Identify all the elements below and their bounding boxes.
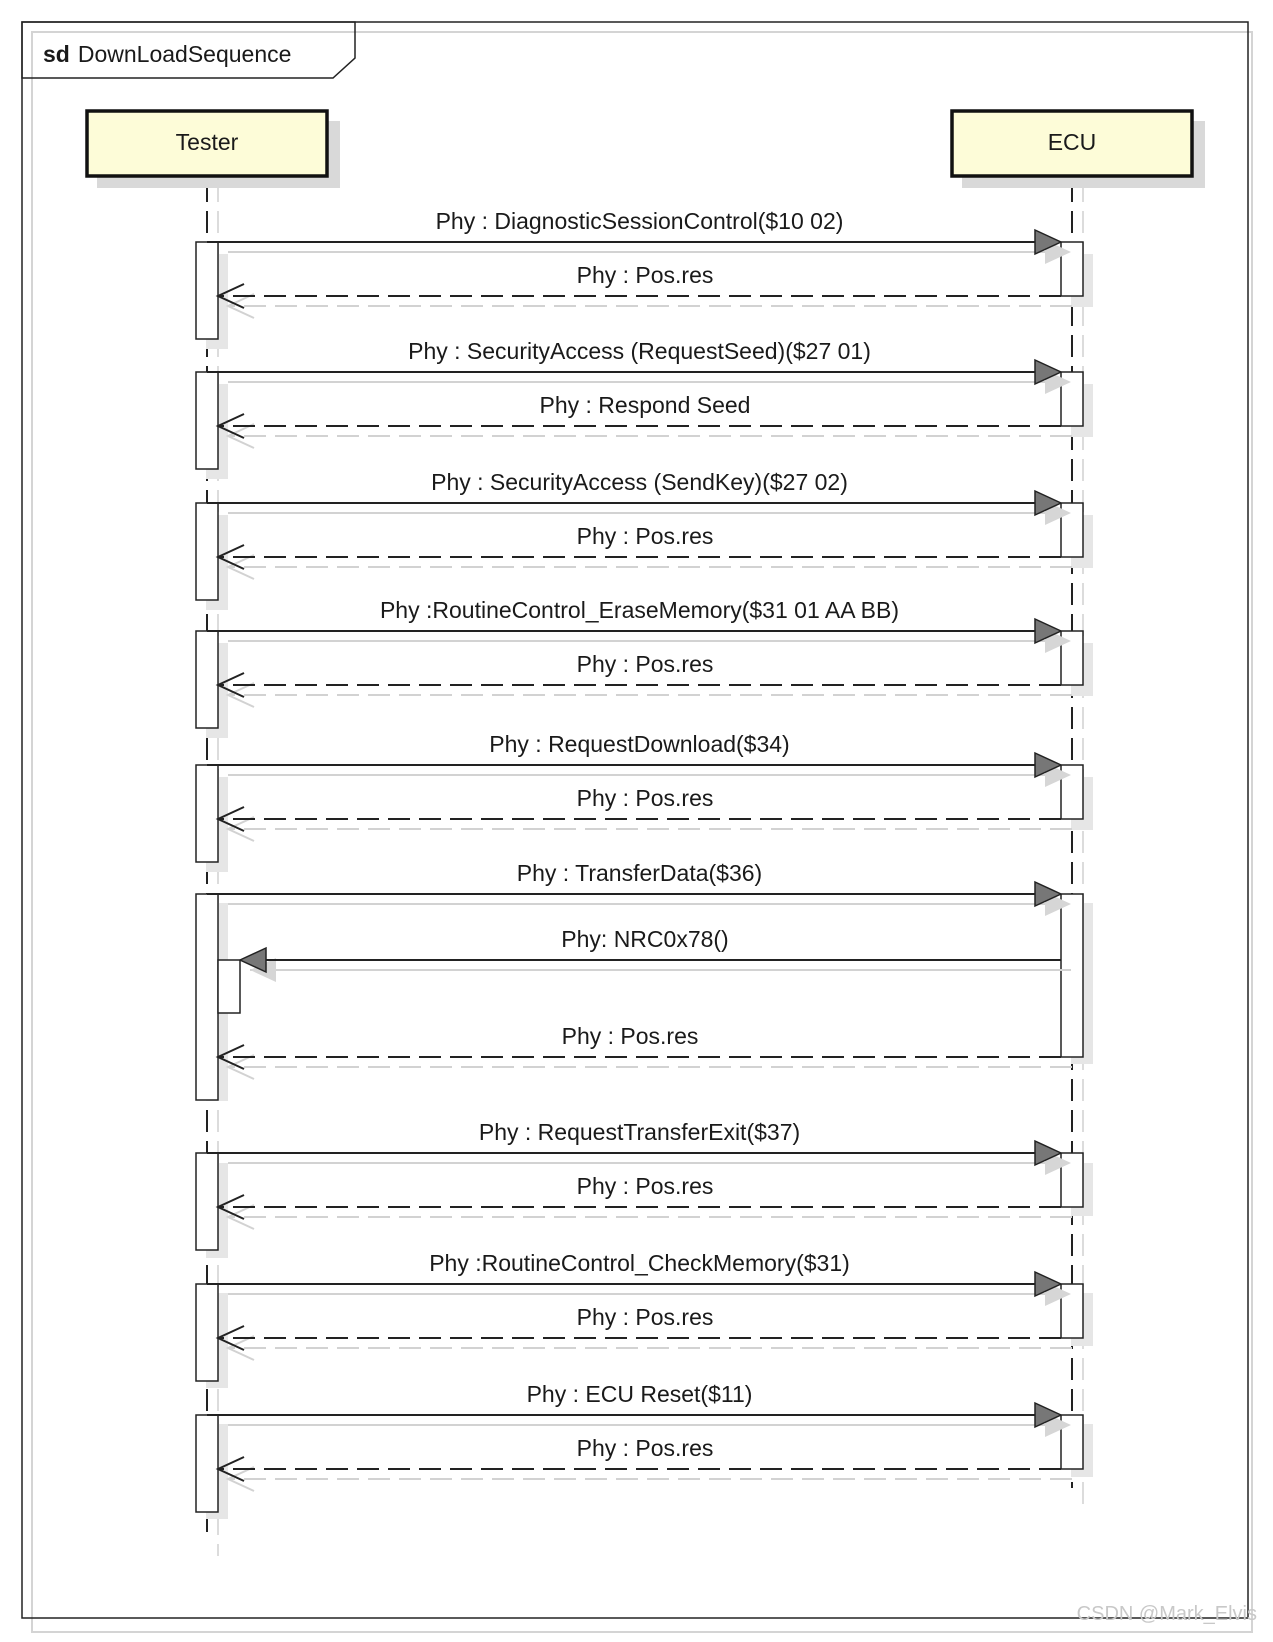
tester-activation: [196, 372, 218, 469]
message-label: Phy : Respond Seed: [539, 392, 751, 418]
message-label: Phy : Pos.res: [576, 1304, 714, 1330]
tester-activation: [196, 1415, 218, 1512]
message-label: Phy : DiagnosticSessionControl($10 02): [435, 208, 844, 234]
message-label: Phy : SecurityAccess (RequestSeed)($27 01): [408, 338, 871, 364]
message-reply: [218, 262, 1072, 318]
messages: [207, 208, 1072, 1491]
message-reply: [218, 1023, 1072, 1079]
message-call: [207, 1119, 1071, 1175]
message-call: [240, 926, 1071, 982]
message-call: [207, 469, 1071, 525]
filled-arrowhead: [240, 948, 266, 972]
message-label: Phy : ECU Reset($11): [526, 1381, 753, 1407]
message-reply: [218, 1435, 1072, 1491]
message-label: Phy : Pos.res: [576, 262, 714, 288]
message-label: Phy : Pos.res: [576, 1435, 714, 1461]
tester-activation: [196, 503, 218, 600]
message-call: [207, 1381, 1071, 1437]
tester-label: Tester: [175, 129, 239, 155]
message-call: [207, 208, 1071, 264]
message-reply: [218, 523, 1072, 579]
tester-activation: [196, 242, 218, 339]
message-label: Phy : Pos.res: [576, 651, 714, 677]
message-call: [207, 1250, 1071, 1306]
message-call: [207, 597, 1071, 653]
ecu-activation: [1061, 894, 1083, 1057]
message-reply: [218, 392, 1072, 448]
message-label: Phy : Pos.res: [576, 523, 714, 549]
message-label: Phy :RoutineControl_CheckMemory($31): [429, 1250, 850, 1276]
message-call: [207, 860, 1071, 916]
message-label: Phy : SecurityAccess (SendKey)($27 02): [431, 469, 848, 495]
message-label: Phy : Pos.res: [576, 1173, 714, 1199]
message-reply: [218, 651, 1072, 707]
message-reply: [218, 1304, 1072, 1360]
tester-activation: [196, 1153, 218, 1250]
tester-activation: [196, 765, 218, 862]
watermark: CSDN @Mark_Elvis: [1076, 1603, 1257, 1625]
ecu-activations: [1061, 242, 1083, 1469]
frame-keyword: sd: [43, 41, 70, 67]
tester-activation: [196, 631, 218, 728]
ecu-label: ECU: [1047, 129, 1097, 155]
message-label: Phy : RequestTransferExit($37): [478, 1119, 801, 1145]
tester-activation: [196, 894, 218, 1100]
tester-activation: [196, 1284, 218, 1381]
message-reply: [218, 785, 1072, 841]
frame-title: [43, 41, 291, 67]
message-label: Phy : Pos.res: [576, 785, 714, 811]
message-reply: [218, 1173, 1072, 1229]
message-label: Phy : Pos.res: [561, 1023, 699, 1049]
message-label: Phy :RoutineControl_EraseMemory($31 01 AA BB): [379, 597, 900, 623]
tester-nested-activation: [218, 960, 240, 1013]
message-call: [207, 338, 1071, 394]
frame-name: DownLoadSequence: [77, 41, 292, 67]
message-call: [207, 731, 1071, 787]
message-label: Phy : TransferData($36): [516, 860, 763, 886]
message-label: Phy : RequestDownload($34): [489, 731, 790, 757]
message-label: Phy: NRC0x78(): [561, 926, 729, 952]
